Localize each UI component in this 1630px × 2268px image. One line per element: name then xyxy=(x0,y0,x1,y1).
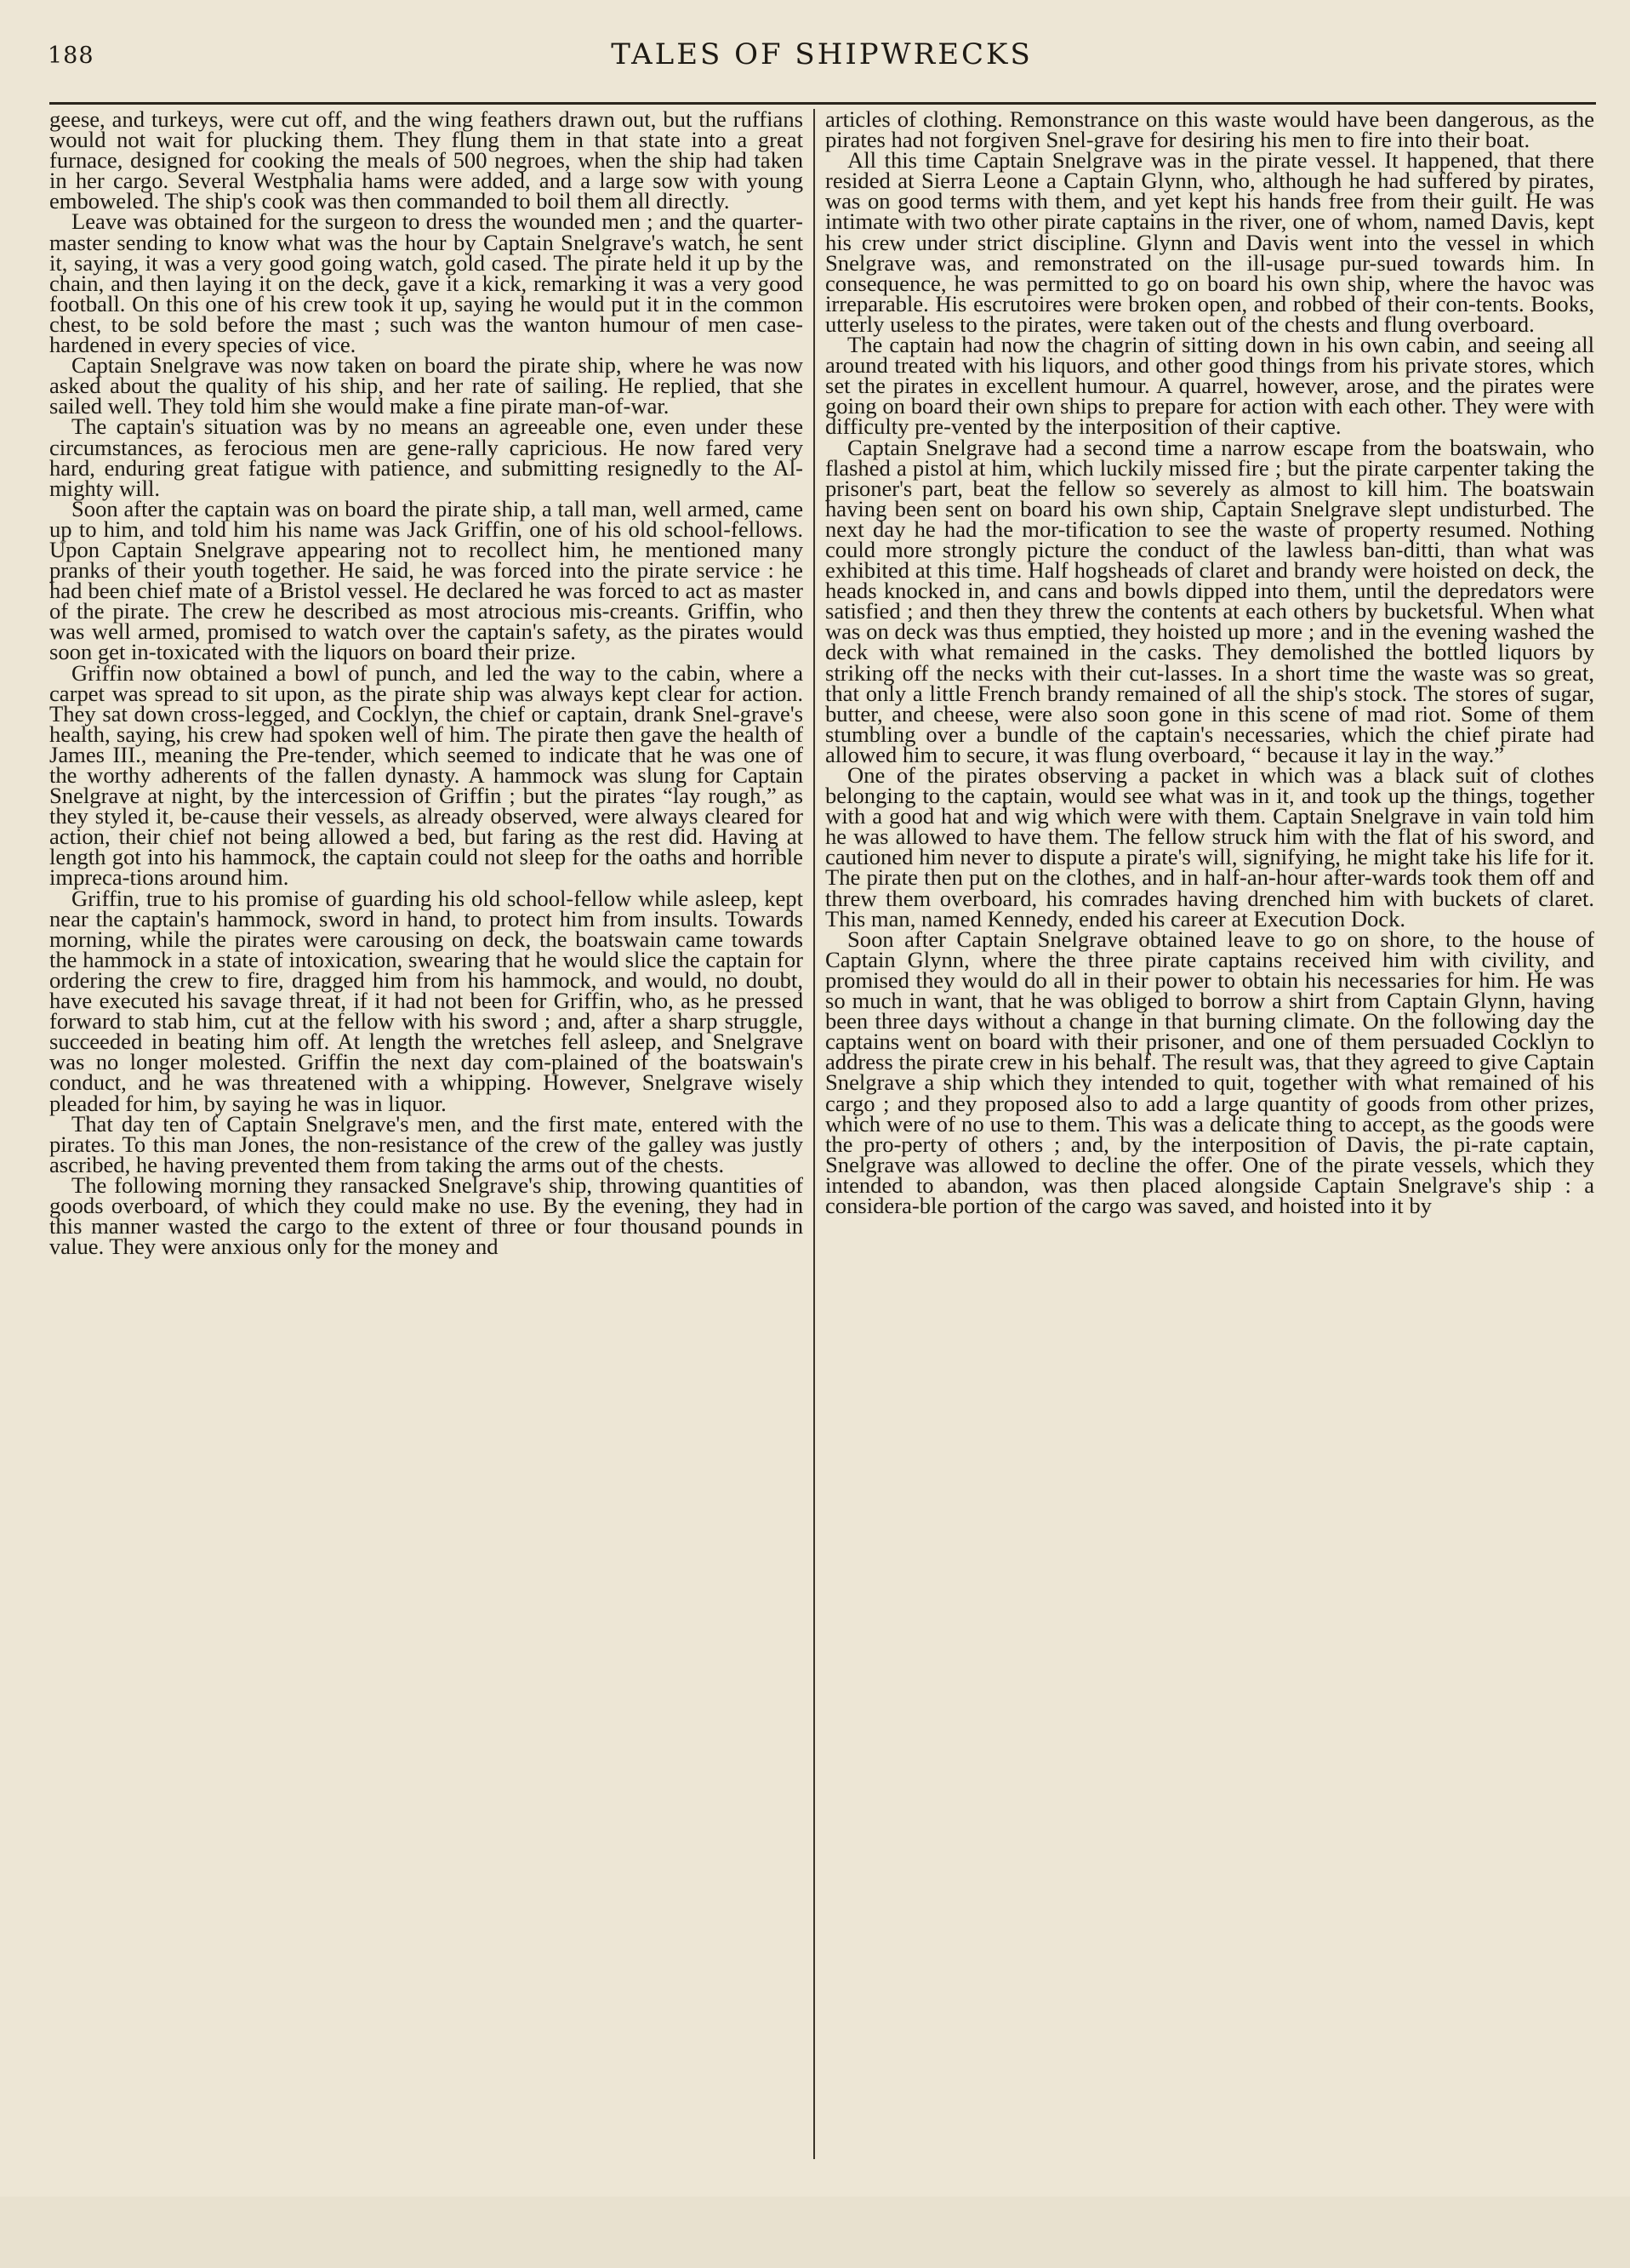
column-divider xyxy=(813,109,815,2159)
paragraph: Griffin, true to his promise of guarding his old school-fellow while asleep, kept near the captain's hammock, sword in hand, to protect him from insults. Towards morning, while the pirates were carousing on deck, the boatswain came towards the hammock in a state of intoxication, swearing that he would slice the captain for ordering the crew to fire, dragged him from his hammock, and would, no doubt, have executed his savage threat, if it had not been for Griffin, who, as he pressed forward to stab him, cut at the fellow with his sword ; and, after a sharp struggle, succeeded in beating him off. At length the wretches fell asleep, and Snelgrave was no longer molested. Griffin the next day com-plained of the boatswain's conduct, and he was threatened with a whipping. However, Snelgrave wisely pleaded for him, by saying he was in liquor. xyxy=(49,885,803,1116)
paragraph: All this time Captain Snelgrave was in the pirate vessel. It happened, that there resided at Sierra Leone a Captain Glynn, who, although he had suffered by pirates, was on good terms with them, and yet kept his hands free from their guilt. He was intimate with two other pirate captains in the river, one of whom, named Davis, kept his crew under strict discipline. Glynn and Davis went into the vessel in which Snelgrave was, and remonstrated on the ill-usage pur-sued towards him. In consequence, he was permitted to go on board his own ship, where the havoc was irreparable. His escrutoires were broken open, and robbed of their con-tents. Books, utterly useless to the pirates, were taken out of the chests and flung overboard. xyxy=(825,147,1594,337)
paragraph: The following morning they ransacked Snelgrave's ship, throwing quantities of goods overboard, of which they could make no use. By the evening, they had in this manner wasted the cargo to the extent of three or four thousand pounds in value. They were anxious only for the money and xyxy=(49,1171,803,1260)
paragraph: Captain Snelgrave had a second time a narrow escape from the boatswain, who flashed a pistol at him, which luckily missed fire ; but the pirate carpenter taking the prisoner's part, beat the fellow so severely as almost to kill him. The boatswain having been sent on board his own ship, Captain Snelgrave slept undisturbed. The next day he had the mor-tification to see the waste of property resumed. Nothing could more strongly picture the conduct of the lawless ban-ditti, than what was exhibited at this time. Half hogsheads of claret and brandy were hoisted on deck, the heads knocked in, and cans and bowls dipped into them, until the depredators were satisfied ; and then they threw the contents at each others by bucketsful. When what was on deck was thus emptied, they hoisted up more ; and in the evening washed the deck with what remained in the casks. They demolished the bottled liquors by striking off the necks with their cut-lasses. In a short time the waste was so great, that only a little French brandy remained of all the ship's stock. The stores of sugar, butter, and cheese, were also soon gone in this scene of mad riot. Some of them stumbling over a bundle of the captain's necessaries, which the chief pirate had allowed him to secure, it was flung overboard, “ because it lay in the way.” xyxy=(825,434,1594,767)
page-number: 188 xyxy=(48,43,94,69)
paragraph: Soon after Captain Snelgrave obtained leave to go on shore, to the house of Captain Glynn, where the three pirate captains received him with civility, and promised they would do all in their power to obtain his necessaries for him. He was so much in want, that he was obliged to borrow a shirt from Captain Glynn, having been three days without a change in that burning climate. On the following day the captains went on board with their prisoner, and one of them persuaded Cocklyn to address the pirate crew in his behalf. The result was, that they agreed to give Captain Snelgrave a ship which they intended to quit, together with what remained of his cargo ; and they proposed also to add a large quantity of goods from other prizes, which were of no use to them. This was a delicate thing to accept, as the goods were the pro-perty of others ; and, by the interposition of Davis, the pi-rate captain, Snelgrave was allowed to decline the offer. One of the pirate vessels, which they intended to abandon, was then placed alongside Captain Snelgrave's ship : a considera-ble portion of the cargo was saved, and hoisted into it by xyxy=(825,926,1594,1218)
paragraph: geese, and turkeys, were cut off, and the wing feathers drawn out, but the ruffians would not wait for plucking them. They flung them in that state into a great furnace, designed for cooking the meals of 500 negroes, when the ship had taken in her cargo. Several Westphalia hams were added, and a large sow with young emboweled. The ship's cook was then commanded to boil them all directly. xyxy=(49,109,803,214)
paragraph: Soon after the captain was on board the pirate ship, a tall man, well armed, came up to him, and told him his name was Jack Griffin, one of his old school-fellows. Upon Captain Snelgrave appearing not to recollect him, he mentioned many pranks of their youth together. He said, he was forced into the pirate service : he had been chief mate of a Bristol vessel. He declared he was forced to act as master of the pirate. The crew he described as most atrocious mis-creants. Griffin, who was well armed, promised to watch over the captain's safety, as the pirates would soon get in-toxicated with the liquors on board their prize. xyxy=(49,495,803,665)
page-bottom-margin xyxy=(0,2197,1630,2268)
right-column xyxy=(825,109,1594,2176)
paragraph: articles of clothing. Remonstrance on this waste would have been dangerous, as the pirates had not forgiven Snel-grave for desiring his men to fire into their boat. xyxy=(825,109,1594,153)
paragraph: One of the pirates observing a packet in which was a black suit of clothes belonging to the captain, would see what was in it, and took up the things, together with a good hat and wig which were with them. Captain Snelgrave in vain told him he was allowed to have them. The fellow struck him with the flat of his sword, and cautioned him never to dispute a pirate's will, signifying, he might take his life for it. The pirate then put on the clothes, and in half-an-hour after-wards took them off and threw them overboard, his comrades having drenched him with buckets of claret. This man, named Kennedy, ended his career at Execution Dock. xyxy=(825,762,1594,932)
page-header xyxy=(48,37,1596,75)
paragraph: The captain's situation was by no means an agreeable one, even under these circumstances, as ferocious men are gene-rally capricious. He now fared very hard, enduring great fatigue with patience, and submitting resignedly to the Al-mighty will. xyxy=(49,413,803,501)
paragraph: Griffin now obtained a bowl of punch, and led the way to the cabin, where a carpet was spread to sit upon, as the pirate ship was always kept clear for action. They sat down cross-legged, and Cocklyn, the chief or captain, drank Snel-grave's health, saying, his crew had spoken well of him. The pirate then gave the health of James III., meaning the Pre-tender, which seemed to indicate that he was one of the worthy adherents of the fallen dynasty. A hammock was slung for Captain Snelgrave at night, by the intercession of Griffin ; but the pirates “lay rough,” as they styled it, be-cause their vessels, as already observed, were always cleared for action, their chief not being allowed a bed, but faring as the rest did. Having at length got into his hammock, the captain could not sleep for the oaths and horrible impreca-tions around him. xyxy=(49,659,803,891)
paragraph: Captain Snelgrave was now taken on board the pirate ship, where he was now asked about the quality of his ship, and her rate of sailing. He replied, that she sailed well. They told him she would make a fine pirate man-of-war. xyxy=(49,352,803,419)
left-column xyxy=(49,109,803,2176)
running-title: TALES OF SHIPWRECKS xyxy=(611,37,1033,71)
paragraph: Leave was obtained for the surgeon to dress the wounded men ; and the quarter-master sending to know what was the hour by Captain Snelgrave's watch, he sent it, saying, it was a very good going watch, gold cased. The pirate held it up by the chain, and then laying it on the deck, gave it a kick, remarking it was a very good football. On this one of his crew took it up, saying he would put it in the common chest, to be sold before the mast ; such was the wanton humour of men case-hardened in every species of vice. xyxy=(49,208,803,358)
paragraph: That day ten of Captain Snelgrave's men, and the first mate, entered with the pirates. To this man Jones, the non-resistance of the crew of the galley was justly ascribed, he having prevented them from taking the arms out of the chests. xyxy=(49,1110,803,1177)
paragraph: The captain had now the chagrin of sitting down in his own cabin, and seeing all around treated with his liquors, and other good things from his private stores, which set the pirates in excellent humour. A quarrel, however, arose, and the pirates were going on board their own ships to prepare for action with each other. They were with difficulty pre-vented by the interposition of their captive. xyxy=(825,332,1594,440)
header-rule xyxy=(49,102,1596,105)
